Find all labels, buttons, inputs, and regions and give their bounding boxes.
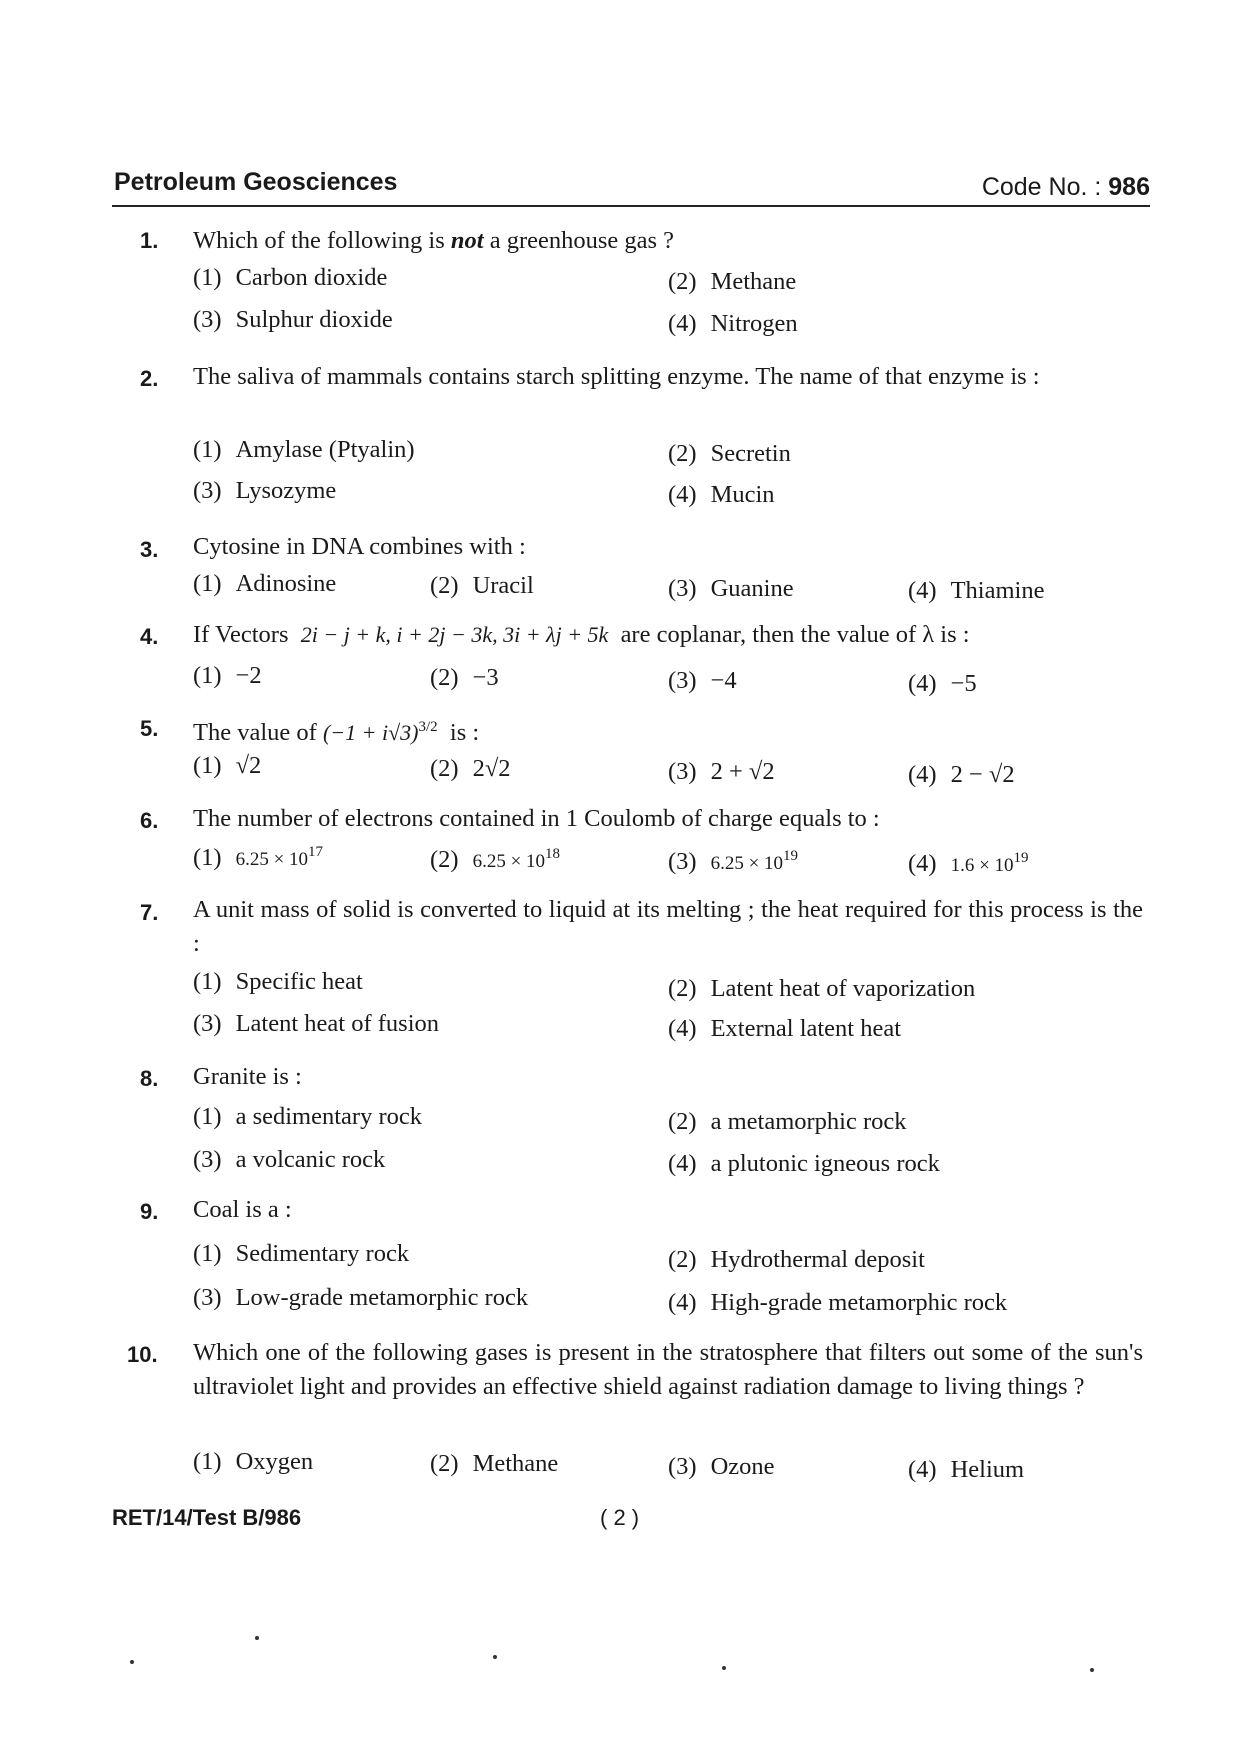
option-4[interactable]: (4) 2 − √2 — [908, 761, 1015, 788]
option-2[interactable]: (2) −3 — [430, 664, 499, 691]
question-text: If Vectors 2i − j + k, i + 2j − 3k, 3i + λj + 5k are coplanar, then the value of λ is : — [193, 621, 970, 648]
option-3[interactable]: (3) 2 + √2 — [668, 758, 775, 785]
question-text: Cytosine in DNA combines with : — [193, 533, 526, 560]
question-number: 6. — [140, 808, 159, 833]
option-4[interactable]: (4) External latent heat — [668, 1015, 902, 1042]
option-1[interactable]: (1) Oxygen — [193, 1448, 314, 1475]
option-1[interactable]: (1) √2 — [193, 752, 262, 779]
question-number: 1. — [140, 228, 159, 253]
option-4[interactable]: (4) High-grade metamorphic rock — [668, 1289, 1008, 1316]
question-text: Which of the following is not a greenhouse gas ? — [193, 227, 675, 254]
option-4[interactable]: (4) $1.6 \times 10^{19}$ — [908, 850, 1029, 878]
question-text: The number of electrons contained in 1 Coulomb of charge equals to : — [193, 805, 880, 832]
option-4[interactable]: (4) Mucin — [668, 481, 775, 508]
option-3[interactable]: (3) Lysozyme — [193, 477, 337, 504]
option-2[interactable]: (2) a metamorphic rock — [668, 1108, 907, 1135]
option-2[interactable]: (2) 2√2 — [430, 755, 511, 782]
option-2[interactable]: (2) Methane — [668, 268, 797, 295]
option-2[interactable]: (2) Methane — [430, 1450, 559, 1477]
question-text: A unit mass of solid is converted to liquid at its melting ; the heat required for this process is the : — [193, 896, 1143, 957]
question-number: 8. — [140, 1066, 159, 1091]
option-2[interactable]: (2) Hydrothermal deposit — [668, 1246, 925, 1273]
question-number: 3. — [140, 537, 159, 562]
option-1[interactable]: (1) Specific heat — [193, 968, 363, 995]
option-3[interactable]: (3) −4 — [668, 667, 737, 694]
scan-speck — [130, 1660, 134, 1664]
question-text: Coal is a : — [193, 1196, 292, 1223]
question-number: 2. — [140, 366, 159, 391]
scan-speck — [493, 1655, 497, 1659]
option-4[interactable]: (4) Helium — [908, 1456, 1025, 1483]
option-1[interactable]: (1) Amylase (Ptyalin) — [193, 436, 415, 463]
option-3[interactable]: (3) Low-grade metamorphic rock — [193, 1284, 529, 1311]
option-2[interactable]: (2) Uracil — [430, 572, 534, 599]
option-1[interactable]: (1) Carbon dioxide — [193, 264, 388, 291]
option-4[interactable]: (4) a plutonic igneous rock — [668, 1150, 940, 1177]
question-number: 4. — [140, 624, 159, 649]
question-text: The value of $(-1 + i√3)^{3/2}$ is : — [193, 719, 480, 747]
option-3[interactable]: (3) Sulphur dioxide — [193, 306, 393, 333]
option-1[interactable]: (1) $6.25 \times 10^{17}$ — [193, 844, 324, 872]
scan-speck — [1090, 1668, 1094, 1672]
option-1[interactable]: (1) Sedimentary rock — [193, 1240, 410, 1267]
question-number: 9. — [140, 1199, 159, 1224]
question-number: 10. — [127, 1342, 158, 1367]
option-1[interactable]: (1) a sedimentary rock — [193, 1103, 422, 1130]
option-4[interactable]: (4) Nitrogen — [668, 310, 798, 337]
code-number — [982, 173, 1150, 202]
question-text: The saliva of mammals contains starch splitting enzyme. The name of that enzyme is : — [193, 363, 1040, 390]
scan-speck — [722, 1666, 726, 1670]
code-label: Code No. : — [981, 173, 1102, 201]
option-1[interactable]: (1) Adinosine — [193, 570, 337, 597]
option-2[interactable]: (2) Secretin — [668, 440, 791, 467]
option-2[interactable]: (2) Latent heat of vaporization — [668, 975, 976, 1002]
option-1[interactable]: (1) −2 — [193, 662, 262, 689]
question-text: Which one of the following gases is present in the stratosphere that filters out some of the sun's ultraviolet light and provides an effective shield against radiation damage to living things ? — [193, 1339, 1143, 1400]
question-number: 5. — [140, 716, 159, 741]
option-3[interactable]: (3) Ozone — [668, 1453, 775, 1480]
option-3[interactable]: (3) Latent heat of fusion — [193, 1010, 439, 1037]
scan-speck — [255, 1636, 259, 1640]
option-4[interactable]: (4) Thiamine — [908, 577, 1045, 604]
code-value: 986 — [1108, 173, 1150, 201]
option-3[interactable]: (3) a volcanic rock — [193, 1146, 386, 1173]
option-3[interactable]: (3) Guanine — [668, 575, 794, 602]
question-text: Granite is : — [193, 1063, 302, 1090]
option-2[interactable]: (2) $6.25 \times 10^{18}$ — [430, 846, 561, 874]
page-header — [112, 165, 1150, 207]
option-3[interactable]: (3) $6.25 \times 10^{19}$ — [668, 848, 799, 876]
test-code-footer: RET/14/Test B/986 — [112, 1505, 302, 1530]
page-number: ( 2 ) — [600, 1505, 640, 1530]
question-number: 7. — [140, 900, 159, 925]
option-4[interactable]: (4) −5 — [908, 670, 977, 697]
subject-title: Petroleum Geosciences — [114, 168, 398, 196]
